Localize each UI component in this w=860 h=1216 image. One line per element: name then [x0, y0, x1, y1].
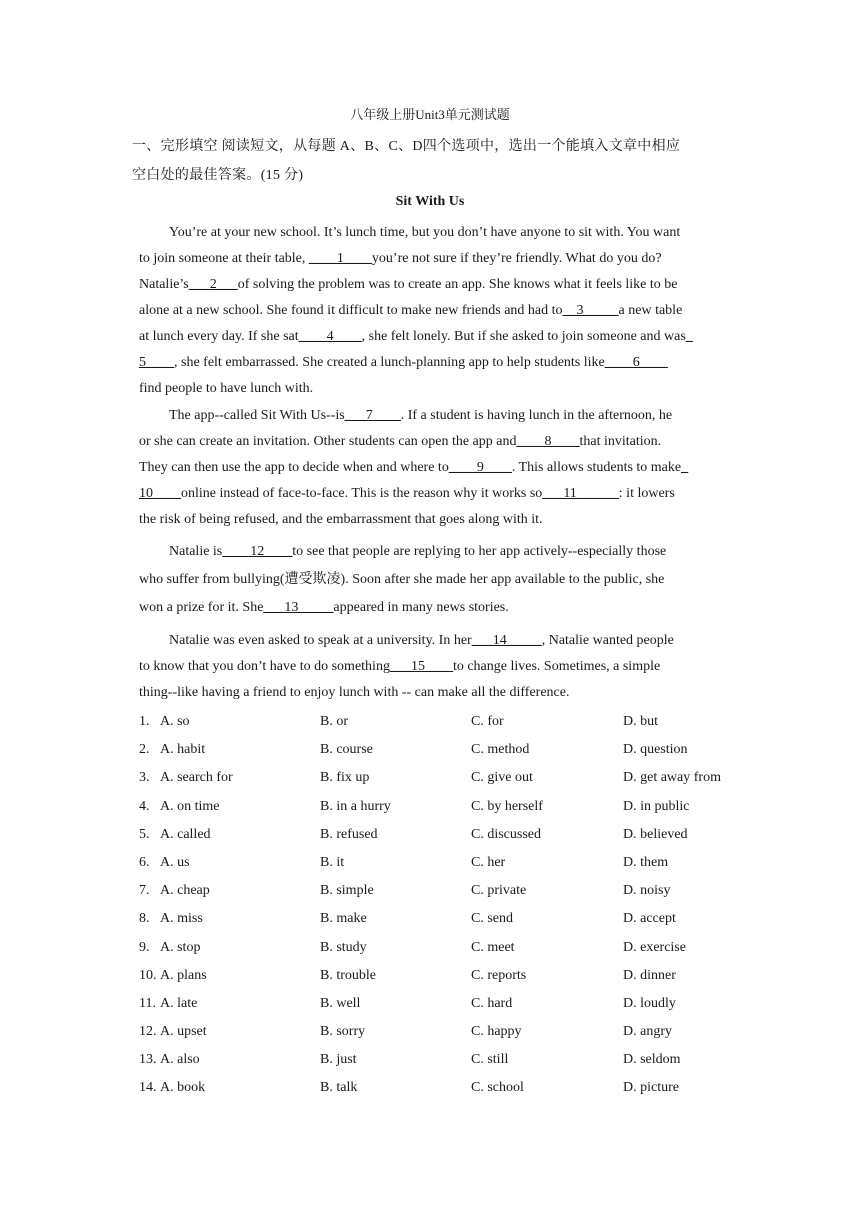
option-row [139, 905, 739, 933]
paragraph-line [139, 538, 729, 566]
paragraph-line [139, 594, 729, 622]
blank-number: ____6____ [604, 355, 668, 370]
paragraph-line [139, 298, 729, 324]
passage-text: thing--like having a friend to enjoy lunch with -- can make all the difference. [139, 685, 570, 700]
option-a: A. search for [160, 770, 233, 786]
question-number: 8. [139, 911, 150, 927]
option-d: D. seldom [623, 1052, 681, 1068]
passage-text: The app--called Sit With Us--is [169, 408, 345, 423]
option-a: A. stop [160, 939, 201, 955]
passage-text: the risk of being refused, and the embarrassment that goes along with it. [139, 512, 543, 527]
option-b: B. fix up [320, 770, 370, 786]
option-d: D. noisy [623, 883, 671, 899]
passage-text: to join someone at their table, [139, 251, 309, 266]
passage-text: online instead of face-to-face. This is the reason why it works so [181, 486, 543, 501]
option-a: A. cheap [160, 883, 210, 899]
passage-text: to know that you don’t have to do something [139, 659, 390, 674]
option-d: D. believed [623, 826, 688, 842]
option-c: C. reports [471, 967, 527, 983]
passage-paragraph-2 [139, 403, 729, 533]
question-number: 4. [139, 798, 150, 814]
option-row [139, 990, 739, 1018]
option-c: C. discussed [471, 826, 541, 842]
question-number: 2. [139, 742, 150, 758]
question-number: 10. [139, 967, 157, 983]
option-row [139, 821, 739, 849]
option-a: A. called [160, 826, 211, 842]
option-a: A. upset [160, 1024, 207, 1040]
blank-number: ___13_____ [263, 600, 334, 615]
passage-text: You’re at your new school. It’s lunch time, but you don’t have anyone to sit with. You want [169, 225, 681, 240]
paragraph-line [139, 403, 729, 429]
option-c: C. still [471, 1052, 509, 1068]
passage-title: Sit With Us [395, 194, 465, 209]
paragraph-line [139, 680, 729, 706]
page-title: 八年级上册Unit3单元测试题 [350, 107, 510, 122]
option-a: A. on time [160, 798, 220, 814]
blank-number: ____12____ [222, 544, 293, 559]
option-row [139, 1074, 739, 1102]
paragraph-line [139, 455, 729, 481]
option-b: B. talk [320, 1080, 358, 1096]
question-number: 3. [139, 770, 150, 786]
passage-text: They can then use the app to decide when and where to [139, 460, 449, 475]
passage-text: . This allows students to make [511, 460, 682, 475]
passage-text: : it lowers [618, 486, 675, 501]
passage-text: Natalie’s [139, 277, 189, 292]
option-a: A. miss [160, 911, 203, 927]
option-d: D. dinner [623, 967, 676, 983]
option-d: D. but [623, 714, 658, 729]
option-b: B. or [320, 714, 348, 729]
option-row [139, 1018, 739, 1046]
paragraph-line [139, 324, 729, 350]
option-b: B. study [320, 939, 367, 955]
option-row [139, 849, 739, 877]
passage-text: who suffer from bullying(遭受欺凌). Soon after she made her app available to the public, she [139, 572, 665, 587]
passage-paragraph-1 [139, 220, 729, 402]
option-b: B. just [320, 1052, 357, 1068]
blank-number: ___2___ [188, 277, 238, 292]
blank-number: _ [685, 329, 693, 344]
paragraph-line [139, 220, 729, 246]
option-d: D. in public [623, 798, 690, 814]
question-number: 11. [139, 995, 156, 1011]
option-d: D. loudly [623, 995, 676, 1011]
blank-number: ____9____ [448, 460, 512, 475]
question-number: 12. [139, 1024, 157, 1040]
option-b: B. in a hurry [320, 798, 391, 814]
instruction-line-2: 空白处的最佳答案。(15 分) [132, 168, 304, 183]
blank-number: ___15____ [389, 659, 453, 674]
option-d: D. accept [623, 911, 676, 927]
passage-text: Natalie is [169, 544, 223, 559]
passage-paragraph-3 [139, 538, 729, 622]
option-b: B. course [320, 742, 373, 758]
passage-text: or she can create an invitation. Other students can open the app and [139, 434, 517, 449]
question-number: 14. [139, 1080, 157, 1096]
passage-text: a new table [618, 303, 683, 318]
passage-text: find people to have lunch with. [139, 381, 314, 396]
passage-text: to change lives. Sometimes, a simple [452, 659, 661, 674]
option-row [139, 764, 739, 792]
blank-number: ____8____ [516, 434, 580, 449]
passage-text: to see that people are replying to her app actively--especially those [292, 544, 667, 559]
paragraph-line [139, 272, 729, 298]
option-b: B. refused [320, 826, 378, 842]
option-d: D. exercise [623, 939, 686, 955]
paragraph-line [139, 566, 729, 594]
question-number: 5. [139, 826, 150, 842]
option-b: B. well [320, 995, 361, 1011]
option-a: A. so [160, 714, 190, 729]
option-c: C. give out [471, 770, 533, 786]
option-a: A. plans [160, 967, 207, 983]
blank-number: ____1____ [308, 251, 372, 266]
option-c: C. hard [471, 995, 513, 1011]
blank-number: 10____ [139, 486, 181, 501]
blank-number: ___14_____ [471, 633, 542, 648]
question-number: 13. [139, 1052, 157, 1068]
passage-text: you’re not sure if they’re friendly. What do you do? [371, 251, 662, 266]
paragraph-line [139, 376, 729, 402]
passage-paragraph-4 [139, 628, 729, 706]
option-c: C. school [471, 1080, 524, 1096]
passage-text: . If a student is having lunch in the afternoon, he [400, 408, 673, 423]
option-b: B. sorry [320, 1024, 366, 1040]
blank-number: ___11______ [542, 486, 619, 501]
options-list [139, 708, 739, 1103]
option-a: A. book [160, 1080, 206, 1096]
passage-text: of solving the problem was to create an app. She knows what it feels like to be [237, 277, 678, 292]
option-row [139, 1046, 739, 1074]
question-number: 6. [139, 854, 150, 870]
section-instruction [132, 132, 732, 190]
blank-number: 5____ [139, 355, 174, 370]
paragraph-line [139, 246, 729, 272]
paragraph-line [139, 350, 729, 376]
option-c: C. meet [471, 939, 515, 955]
option-b: B. it [320, 854, 345, 870]
passage-text: that invitation. [579, 434, 662, 449]
option-row [139, 793, 739, 821]
option-d: D. them [623, 854, 669, 870]
option-d: D. picture [623, 1080, 679, 1096]
option-c: C. by herself [471, 798, 543, 814]
option-a: A. also [160, 1052, 200, 1068]
option-row [139, 934, 739, 962]
option-row [139, 962, 739, 990]
option-c: C. method [471, 742, 530, 758]
option-c: C. send [471, 911, 513, 927]
option-c: C. for [471, 714, 504, 729]
option-c: C. her [471, 854, 506, 870]
passage-text: alone at a new school. She found it difficult to make new friends and had to [139, 303, 563, 318]
option-row [139, 736, 739, 764]
option-d: D. question [623, 742, 688, 758]
option-b: B. simple [320, 883, 374, 899]
option-a: A. us [160, 854, 190, 870]
passage-text: Natalie was even asked to speak at a university. In her [169, 633, 472, 648]
option-a: A. habit [160, 742, 206, 758]
option-c: C. happy [471, 1024, 522, 1040]
paragraph-line [139, 628, 729, 654]
option-a: A. late [160, 995, 198, 1011]
paragraph-line [139, 481, 729, 507]
question-number: 7. [139, 883, 150, 899]
paragraph-line [139, 429, 729, 455]
passage-text: , she felt lonely. But if she asked to join someone and was [361, 329, 686, 344]
passage-text: won a prize for it. She [139, 600, 264, 615]
passage-text: , Natalie wanted people [541, 633, 674, 648]
option-c: C. private [471, 883, 527, 899]
passage-text: at lunch every day. If she sat [139, 329, 299, 344]
option-row [139, 877, 739, 905]
option-d: D. get away from [623, 770, 721, 786]
option-row [139, 708, 739, 736]
option-d: D. angry [623, 1024, 672, 1040]
paragraph-line [139, 507, 729, 533]
blank-number: ____4____ [298, 329, 362, 344]
option-b: B. trouble [320, 967, 376, 983]
instruction-line-1: 一、完形填空 阅读短文，从每题 A、B、C、D四个选项中，选出一个能填入文章中相应 [132, 139, 681, 154]
blank-number: _ [681, 460, 689, 475]
passage-text: appeared in many news stories. [333, 600, 509, 615]
passage-text: , she felt embarrassed. She created a lunch-planning app to help students like [174, 355, 605, 370]
blank-number: ___7____ [344, 408, 401, 423]
question-number: 1. [139, 714, 150, 729]
question-number: 9. [139, 939, 150, 955]
option-b: B. make [320, 911, 367, 927]
blank-number: __3_____ [562, 303, 619, 318]
paragraph-line [139, 654, 729, 680]
